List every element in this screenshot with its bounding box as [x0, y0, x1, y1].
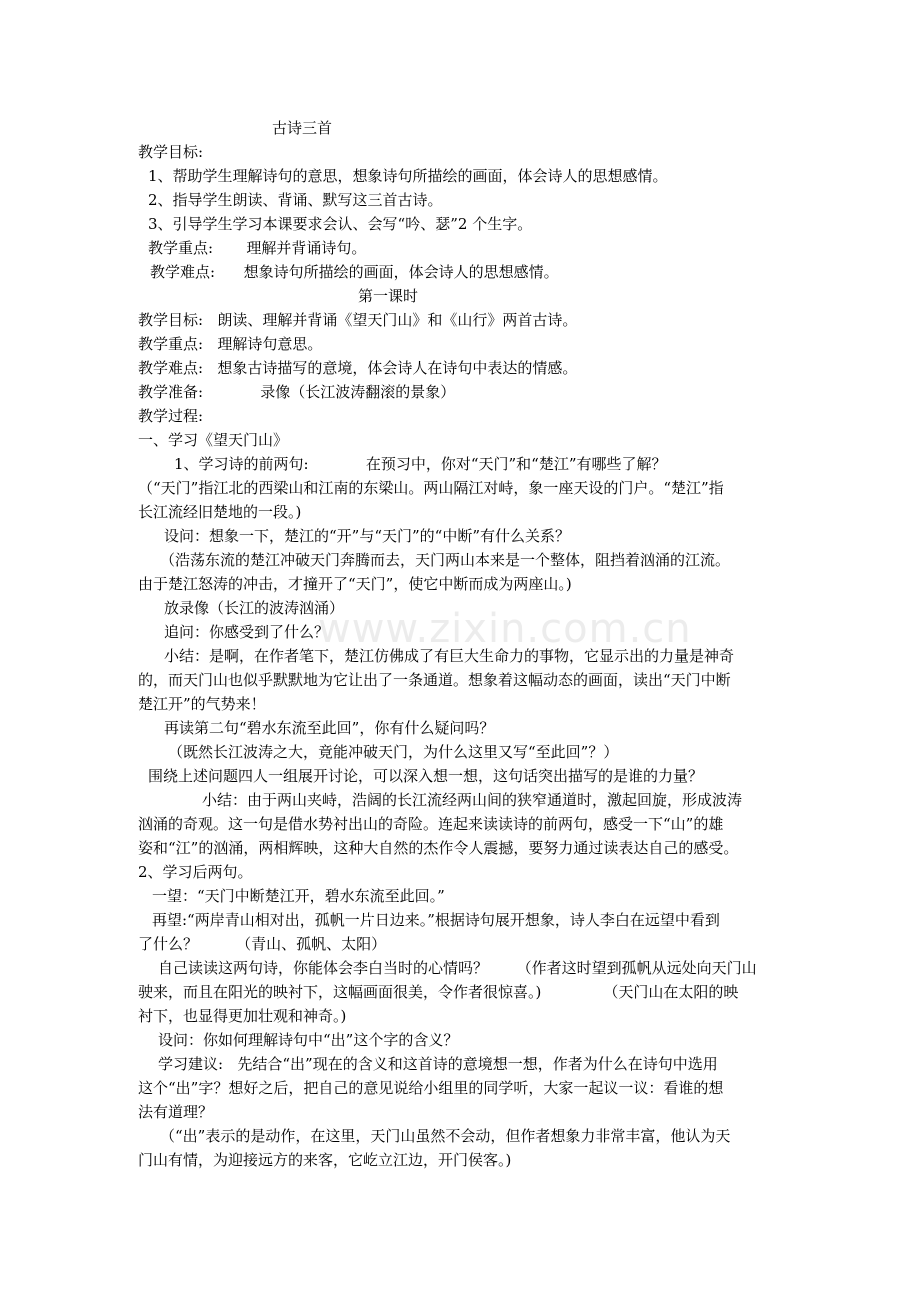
text-line: 1、帮助学生理解诗句的意思，想象诗句所描绘的画面，体会诗人的思想感情。: [148, 167, 668, 185]
text-line: 自己读读这两句诗，你能体会李白当时的心情吗？ （作者这时望到孤帆从远处向天门山: [158, 959, 757, 977]
text-line: 3、引导学生学习本课要求会认、会写“吟、瑟”2 个生字。: [148, 215, 533, 233]
text-line: 放录像（长江的波涛汹涌）: [164, 599, 345, 617]
text-line: 学习建议: 先结合“出”现在的含义和这首诗的意境想一想，作者为什么在诗句中选用: [158, 1055, 718, 1073]
text-line: 一望：“天门中断楚江开，碧水东流至此回。”: [152, 887, 445, 905]
text-line: 设问：想象一下，楚江的“开”与“天门”的“中断”有什么关系？: [164, 527, 571, 545]
text-line: 长江流经旧楚地的一段。): [138, 503, 302, 521]
text-line: 教学过程:: [138, 407, 204, 425]
text-line: （“天门”指江北的西梁山和江南的东梁山。两山隔江对峙，象一座天设的门户。“楚江”指: [138, 479, 724, 497]
text-line: 由于楚江怒涛的冲击，才撞开了“天门”，使它中断而成为两座山。): [138, 575, 572, 593]
text-line: 小结：是啊，在作者笔下，楚江仿佛成了有巨大生命力的事物，它显示出的力量是神奇: [164, 647, 735, 665]
text-line: 教学重点: 理解诗句意思。: [138, 335, 323, 353]
text-line: 教学难点: 想象诗句所描绘的画面，体会诗人的思想感情。: [150, 263, 559, 281]
text-line: （浩荡东流的楚江冲破天门奔腾而去，天门两山本来是一个整体，阻挡着汹涌的江流。: [160, 551, 731, 569]
text-line: 再望:“两岸青山相对出，孤帆一片日边来。”根据诗句展开想象，诗人李白在远望中看到: [152, 911, 720, 929]
text-line: 小结：由于两山夹峙，浩阔的长江流经两山间的狭窄通道时，激起回旋，形成波涛: [202, 791, 743, 809]
text-line: 第一课时: [358, 287, 419, 305]
text-line: （既然长江波涛之大，竟能冲破天门，为什么这里又写“至此回”？）: [168, 743, 619, 761]
text-line: 古诗三首: [272, 119, 333, 137]
text-line: 围绕上述问题四人一组展开讨论，可以深入想一想，这句话突出描写的是谁的力量？: [148, 767, 704, 785]
text-line: 了什么？ （青山、孤帆、太阳）: [138, 935, 387, 953]
text-line: 姿和“江”的汹涌，两相辉映，这种大自然的杰作令人震撼，要努力通过读表达自己的感受。: [138, 839, 739, 857]
text-line: 2、指导学生朗读、背诵、默写这三首古诗。: [148, 191, 443, 209]
text-line: 汹涌的奇观。这一句是借水势衬出山的奇险。连起来读读诗的前两句，感受一下“山”的雄: [138, 815, 724, 833]
text-line: 教学目标: 朗读、理解并背诵《望天门山》和《山行》两首古诗。: [138, 311, 578, 329]
text-line: 2、学习后两句。: [138, 863, 253, 881]
text-line: 1、学习诗的前两句: 在预习中，你对“天门”和“楚江”有哪些了解？: [174, 455, 667, 473]
text-line: 楚江开”的气势来！: [138, 695, 266, 713]
text-line: 衬下，也显得更加壮观和神奇。): [138, 1007, 347, 1025]
text-line: 教学准备: 录像（长江波涛翻滚的景象）: [138, 383, 456, 401]
text-line: 这个“出”字？想好之后，把自己的意见说给小组里的同学听，大家一起议一议：看谁的想: [138, 1079, 724, 1097]
text-line: 追问：你感受到了什么？: [164, 623, 330, 641]
text-line: 设问：你如何理解诗句中“出”这个字的含义？: [158, 1031, 459, 1049]
text-line: 驶来，而且在阳光的映衬下，这幅画面很美，令作者很惊喜。) （天门山在太阳的映: [138, 983, 739, 1001]
text-line: 的，而天门山也似乎默默地为它让出了一条通道。想象着这幅动态的画面，读出“天门中断: [138, 671, 731, 689]
text-line: 教学重点: 理解并背诵诗句。: [148, 239, 367, 257]
text-line: （“出”表示的是动作，在这里，天门山虽然不会动，但作者想象力非常丰富，他认为天: [160, 1127, 731, 1145]
text-line: 门山有情，为迎接远方的来客，它屹立江边，开门侯客。): [138, 1151, 512, 1169]
text-line: 一、学习《望天门山》: [138, 431, 289, 449]
watermark: www.zixin.com.cn: [318, 606, 692, 652]
text-line: 教学目标:: [138, 143, 204, 161]
text-line: 再读第二句“碧水东流至此回”，你有什么疑问吗？: [164, 719, 495, 737]
text-line: 教学难点: 想象古诗描写的意境，体会诗人在诗句中表达的情感。: [138, 359, 578, 377]
text-line: 法有道理？: [138, 1103, 214, 1121]
